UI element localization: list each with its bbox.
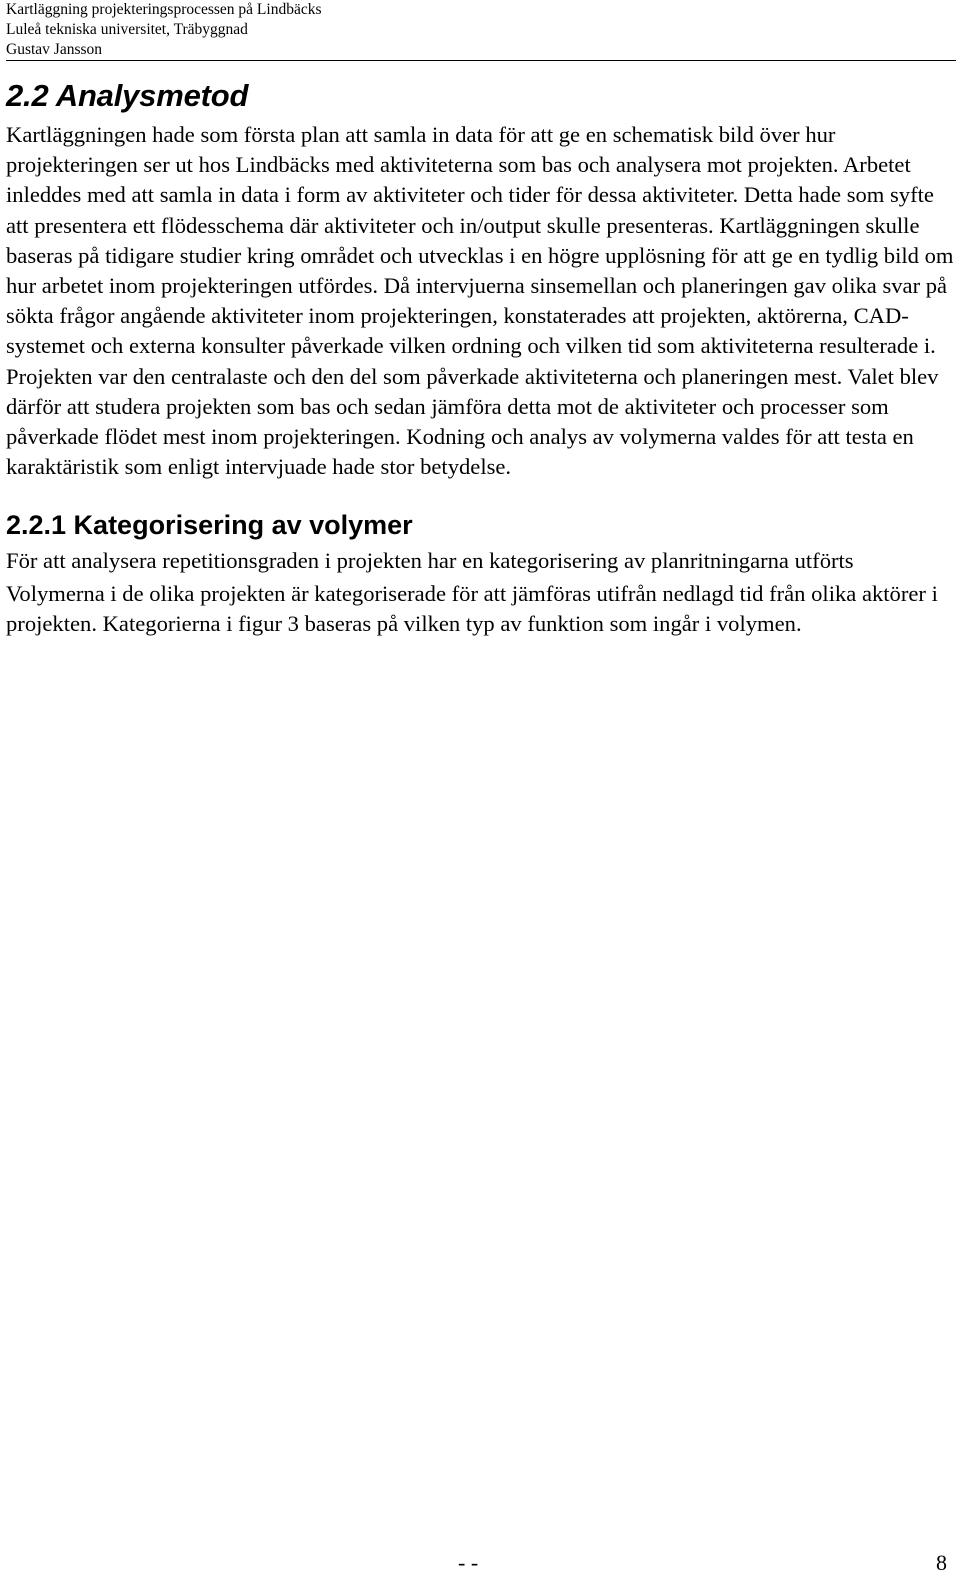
page-number: 8 — [936, 1550, 947, 1575]
header-author: Gustav Jansson — [6, 41, 103, 58]
subsection-paragraph-2: Volymerna i de olika projekten är kategoriserade för att jämföras utifrån nedlagd tid från olika aktörer i projekten. Kategorierna i figur 3 baseras på vilken typ av funktion som ingår i volymen. — [6, 580, 938, 636]
section-paragraph: Kartläggningen hade som första plan att samla in data för att ge en schematisk bild över hur projekteringen ser ut hos Lindbäcks med aktiviteterna som bas och analysera mot projekten. Arbetet inleddes med att samla in data i form av aktiviteter och tider för dessa aktiviteter. Detta hade som syfte att presentera ett flödesschema där aktiviteter och in/output skulle presenteras. Kartläggningen skulle baseras på tidigare studier kring området och utvecklas i en högre upplösning för att ge en tydlig bild om hur arbetet inom projekteringen utfördes. Då intervjuerna sinsemellan och planeringen gav olika svar på sökta frågor angående aktiviteter inom projekteringen, konstaterades att projekten, aktörerna, CAD-systemet och externa konsulter påverkade vilken ordning och vilken tid som aktiviteterna resulterade i. Projekten var den centralaste och den del som påverkade aktiviteterna och planeringen mest. Valet blev därför att studera projekten som bas och sedan jämföra detta mot de aktiviteter och processer som påverkade flödet mest inom projekteringen. Kodning och analys av volymerna valdes för att testa en karaktäristik som enligt intervjuade hade stor betydelse. — [6, 122, 954, 480]
running-header — [6, 0, 322, 60]
header-document-title: Kartläggning projekteringsprocessen på Lindbäcks — [6, 1, 322, 18]
header-divider — [6, 60, 956, 61]
section-heading: 2.2 Analysmetod — [6, 78, 249, 113]
subsection-heading: 2.2.1 Kategorisering av volymer — [6, 510, 413, 541]
footer-dashes: - - — [458, 1550, 479, 1575]
subsection-paragraph-1: För att analysera repetitionsgraden i projekten har en kategorisering av planritningarna utförts — [6, 548, 854, 574]
page-footer — [458, 1550, 947, 1576]
main-content — [6, 74, 956, 639]
header-institution: Luleå tekniska universitet, Träbyggnad — [6, 21, 248, 38]
